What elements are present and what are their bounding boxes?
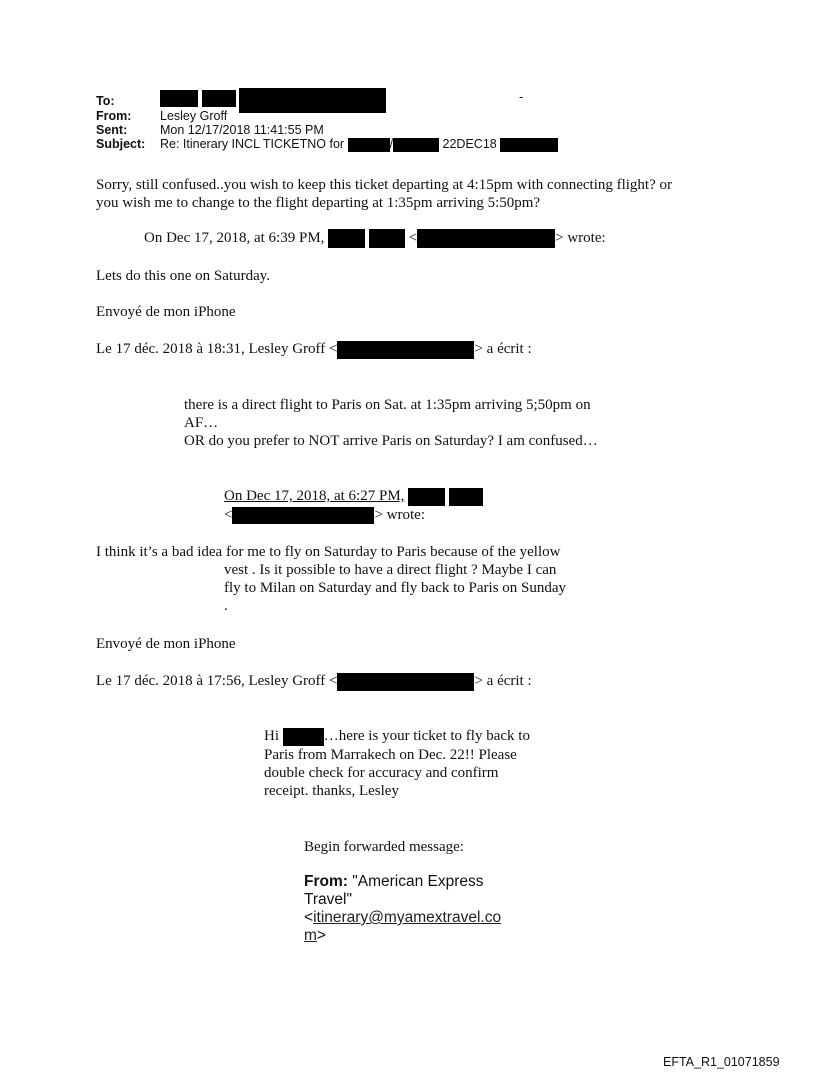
to-label: To: (96, 94, 115, 108)
text-line (304, 927, 501, 945)
redaction (232, 507, 374, 524)
email-header (96, 90, 558, 151)
redaction (337, 341, 474, 359)
document-id: EFTA_R1_01071859 (663, 1055, 780, 1069)
forwarded-from-label: From: (304, 873, 348, 890)
attribution-bracket: < (224, 506, 233, 523)
text-line: I think it’s a bad idea for me to fly on Saturday to Paris because of the yellow (96, 544, 561, 560)
to-dash: - (519, 90, 524, 104)
quoted-message-2 (96, 543, 566, 615)
sent-row (96, 123, 558, 137)
quote-attribution-2 (96, 340, 532, 359)
attribution-line (224, 487, 483, 506)
reply-paragraph (96, 176, 672, 212)
to-row (96, 90, 558, 109)
redaction (202, 90, 236, 107)
redaction (348, 138, 390, 152)
subject-row (96, 137, 558, 151)
text-line: Paris from Marrakech on Dec. 22!! Please (264, 746, 517, 763)
from-value: Lesley Groff (160, 109, 228, 123)
text-line (264, 727, 530, 746)
text-line: . (224, 598, 228, 614)
forwarded-from-name: "American Express (347, 873, 484, 890)
text-line: vest . Is it possible to have a direct flight ? Maybe I can (224, 562, 557, 578)
text-line: OR do you prefer to NOT arrive Paris on Saturday? I am confused… (184, 433, 598, 449)
text-line (304, 873, 501, 891)
redaction (393, 138, 439, 152)
redaction (160, 90, 198, 107)
attribution-text: > a écrit : (474, 673, 532, 689)
email-link[interactable]: m (304, 927, 317, 944)
subject-prefix: Re: Itinerary INCL TICKETNO for (160, 137, 345, 151)
redaction (328, 229, 365, 248)
redaction (283, 728, 324, 746)
forwarded-from (304, 873, 501, 945)
subject-label: Subject: (96, 137, 146, 151)
attribution-bracket: < (408, 230, 418, 246)
email-link[interactable]: itinerary@myamextravel.co (313, 909, 502, 926)
attribution-text: On Dec 17, 2018, at 6:27 PM, (224, 488, 405, 504)
forwarded-from-name: Travel" (304, 891, 352, 908)
redaction (449, 488, 483, 506)
attribution-text: On Dec 17, 2018, at 6:39 PM, (144, 230, 325, 246)
forwarded-header: Begin forwarded message: (304, 839, 464, 855)
quote-attribution-4 (96, 672, 532, 691)
attribution-text: Le 17 déc. 2018 à 18:31, Lesley Groff < (96, 341, 338, 357)
subject-slash: / (389, 137, 394, 151)
text-fragment: …here is your ticket to fly back to (323, 728, 530, 744)
text-line: you wish me to change to the flight departing at 1:35pm arriving 5:50pm? (96, 195, 541, 211)
subject-date: 22DEC18 (442, 137, 497, 151)
text-line: Sorry, still confused..you wish to keep this ticket departing at 4:15pm with connecting flight? or (96, 177, 673, 193)
quote-attribution-1 (144, 229, 606, 248)
text-line: fly to Milan on Saturday and fly back to Paris on Sunday (224, 580, 567, 596)
redaction (239, 88, 386, 113)
sent-label: Sent: (96, 123, 128, 137)
redaction (500, 138, 558, 152)
email-bracket: < (304, 909, 314, 926)
sent-value: Mon 12/17/2018 11:41:55 PM (160, 123, 324, 137)
from-label: From: (96, 109, 132, 123)
attribution-line (224, 506, 483, 524)
signature: Envoyé de mon iPhone (96, 636, 236, 652)
text-line: receipt. thanks, Lesley (264, 782, 399, 799)
redaction (369, 229, 405, 248)
attribution-text: > wrote: (374, 506, 425, 523)
quote-attribution-3 (224, 487, 483, 524)
signature: Envoyé de mon iPhone (96, 304, 236, 320)
greeting: Hi (264, 728, 279, 744)
text-line: AF… (184, 415, 219, 431)
redaction (417, 229, 555, 248)
redaction (408, 488, 445, 506)
text-line: double check for accuracy and confirm (264, 764, 499, 781)
message-text: Lets do this one on Saturday. (96, 268, 271, 284)
attribution-text: > a écrit : (474, 341, 532, 357)
text-line (304, 909, 501, 927)
redaction (337, 673, 474, 691)
quoted-message-1 (184, 396, 598, 450)
attribution-text: Le 17 déc. 2018 à 17:56, Lesley Groff < (96, 673, 338, 689)
quoted-message-3 (264, 727, 530, 800)
text-line: there is a direct flight to Paris on Sat. at 1:35pm arriving 5;50pm on (184, 397, 591, 413)
email-bracket: > (316, 927, 326, 944)
attribution-text: > wrote: (555, 230, 606, 246)
